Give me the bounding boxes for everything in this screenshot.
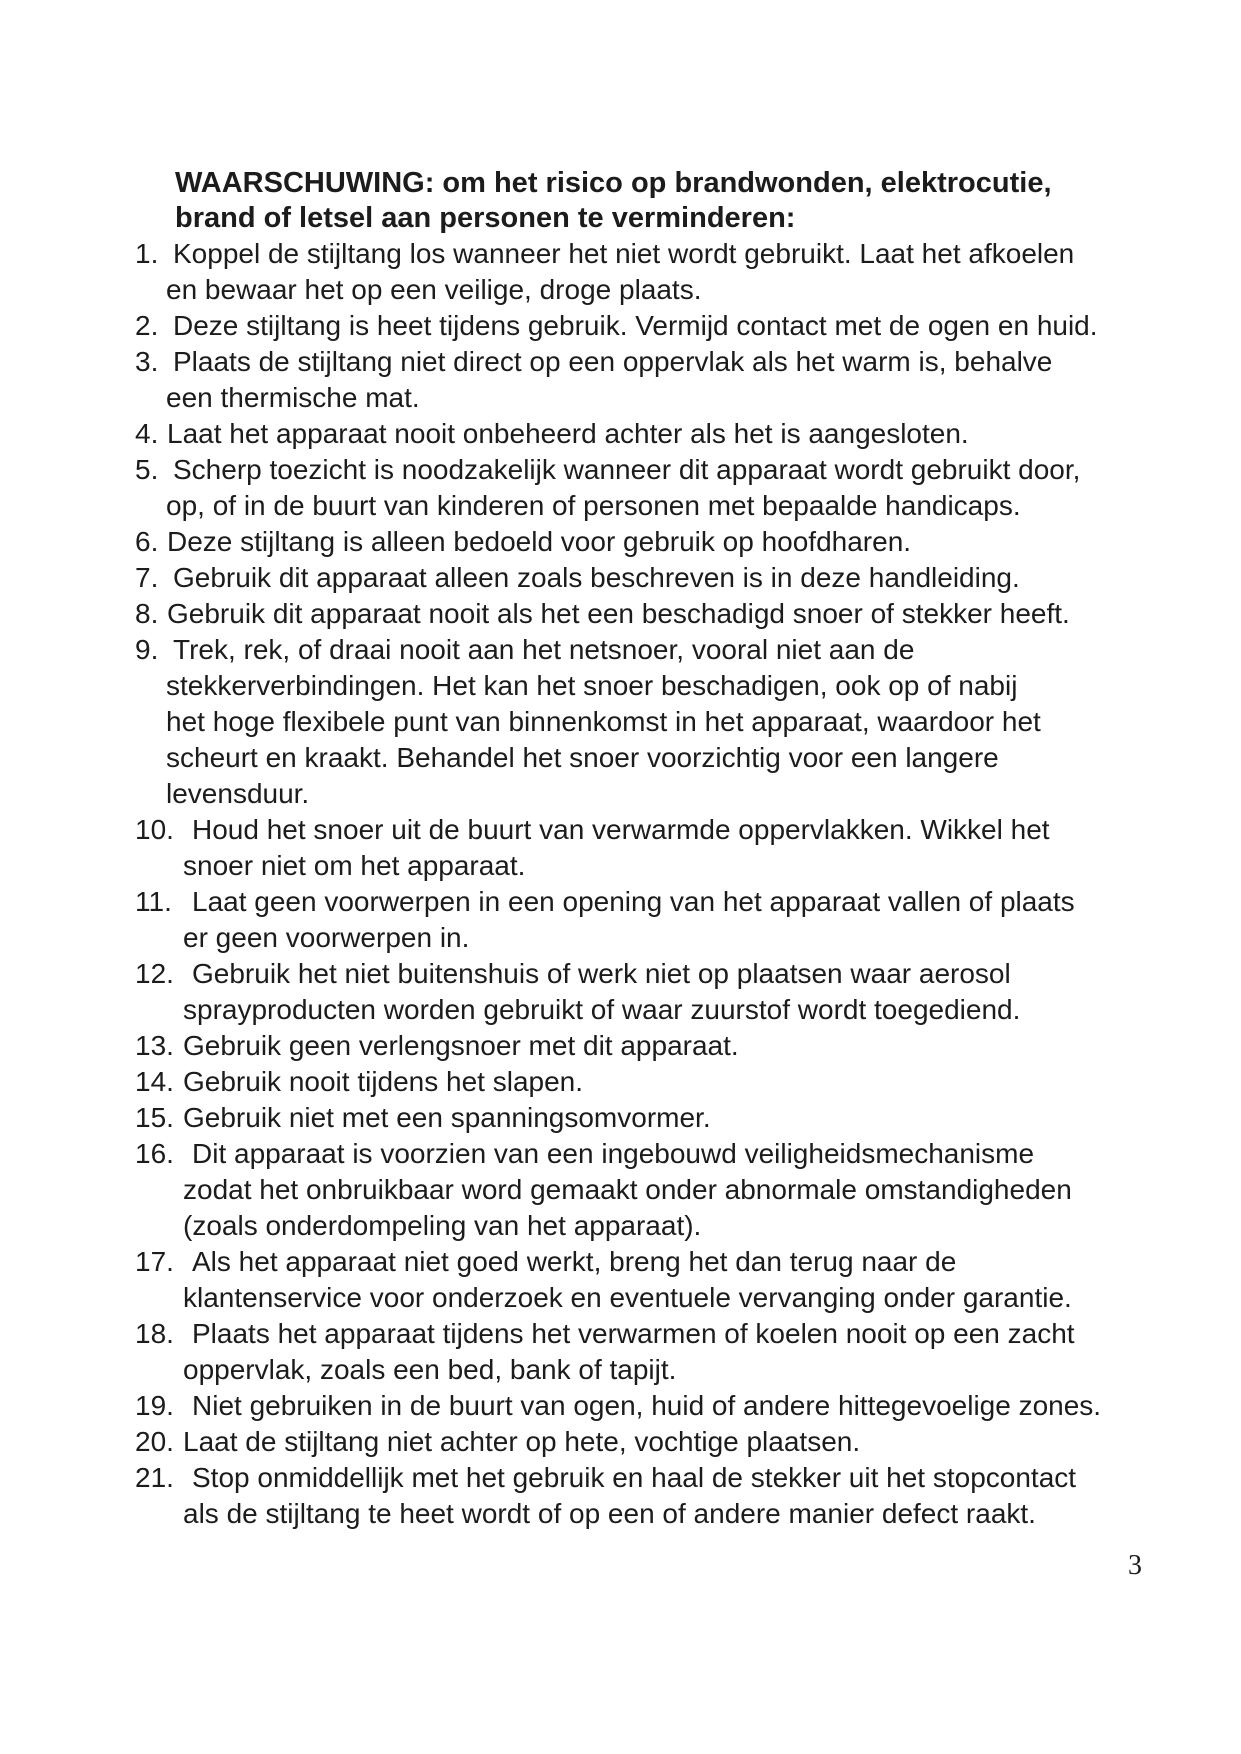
list-item-text-line: Gebruik het niet buitenshuis of werk niet op plaatsen waar aerosol xyxy=(192,958,1011,989)
warning-line-2: brand of letsel aan personen te verminderen: xyxy=(175,202,796,234)
warning-line-1: WAARSCHUWING: om het risico op brandwonden, elektrocutie, xyxy=(175,167,1052,199)
list-item-text-line: Deze stijltang is heet tijdens gebruik. Vermijd contact met de ogen en huid. xyxy=(173,310,1098,341)
list-item-text-line: oppervlak, zoals een bed, bank of tapijt. xyxy=(183,1354,677,1385)
list-item-number: 21. xyxy=(135,1462,174,1493)
list-item-number: 2. xyxy=(135,310,159,341)
page-number: 3 xyxy=(1128,1550,1142,1581)
list-item-text-line: (zoals onderdompeling van het apparaat). xyxy=(183,1210,702,1241)
list-item-text-line: Dit apparaat is voorzien van een ingebouwd veiligheidsmechanisme xyxy=(192,1138,1035,1169)
list-item-text-line: Als het apparaat niet goed werkt, breng het dan terug naar de xyxy=(192,1246,957,1277)
list-item-number: 3. xyxy=(135,346,159,377)
list-item-text-line: Houd het snoer uit de buurt van verwarmde oppervlakken. Wikkel het xyxy=(192,814,1050,845)
list-item-number: 19. xyxy=(135,1390,174,1421)
list-item-text-line: levensduur. xyxy=(166,778,310,809)
list-item-number: 11. xyxy=(135,886,172,917)
list-item-text-line: op, of in de buurt van kinderen of personen met bepaalde handicaps. xyxy=(166,490,1021,521)
list-item-number: 10. xyxy=(135,814,174,845)
list-item-text-line: Stop onmiddellijk met het gebruik en haal de stekker uit het stopcontact xyxy=(192,1462,1077,1493)
list-item-text-line: en bewaar het op een veilige, droge plaats. xyxy=(166,274,702,305)
list-item-number: 7. xyxy=(135,562,159,593)
list-item-text-line: zodat het onbruikbaar word gemaakt onder abnormale omstandigheden xyxy=(183,1174,1072,1205)
list-item-number: 15. xyxy=(135,1102,174,1133)
list-item-number: 16. xyxy=(135,1138,174,1169)
list-item-text-line: Deze stijltang is alleen bedoeld voor gebruik op hoofdharen. xyxy=(167,526,912,557)
list-item-text-line: er geen voorwerpen in. xyxy=(183,922,470,953)
list-item-text-line: Plaats het apparaat tijdens het verwarmen of koelen nooit op een zacht xyxy=(192,1318,1075,1349)
list-item-number: 13. xyxy=(135,1030,174,1061)
list-item-number: 17. xyxy=(135,1246,174,1277)
list-item-number: 18. xyxy=(135,1318,174,1349)
list-item-text-line: als de stijltang te heet wordt of op een of andere manier defect raakt. xyxy=(183,1498,1036,1529)
list-item-text-line: Koppel de stijltang los wanneer het niet wordt gebruikt. Laat het afkoelen xyxy=(173,238,1075,269)
list-item-text-line: Niet gebruiken in de buurt van ogen, huid of andere hittegevoelige zones. xyxy=(192,1390,1102,1421)
list-item-text-line: Plaats de stijltang niet direct op een oppervlak als het warm is, behalve xyxy=(173,346,1053,377)
list-item-text-line: Gebruik niet met een spanningsomvormer. xyxy=(183,1102,711,1133)
list-item-text-line: Gebruik nooit tijdens het slapen. xyxy=(183,1066,584,1097)
list-item-number: 5. xyxy=(135,454,159,485)
list-item-text-line: Trek, rek, of draai nooit aan het netsnoer, vooral niet aan de xyxy=(173,634,915,665)
list-item-text-line: Gebruik dit apparaat nooit als het een beschadigd snoer of stekker heeft. xyxy=(167,598,1070,629)
warning-heading xyxy=(175,166,1135,236)
list-item-number: 9. xyxy=(135,634,159,665)
list-item-number: 20. xyxy=(135,1426,174,1457)
list-item-text-line: Laat geen voorwerpen in een opening van het apparaat vallen of plaats xyxy=(192,886,1075,917)
list-item-text-line: een thermische mat. xyxy=(166,382,420,413)
list-item-text-line: sprayproducten worden gebruikt of waar zuurstof wordt toegediend. xyxy=(183,994,1021,1025)
list-item-number: 14. xyxy=(135,1066,174,1097)
list-item-text-line: Laat de stijltang niet achter op hete, vochtige plaatsen. xyxy=(183,1426,861,1457)
list-item-text-line: Laat het apparaat nooit onbeheerd achter als het is aangesloten. xyxy=(167,418,969,449)
list-item-number: 4. xyxy=(135,418,159,449)
list-item-text-line: snoer niet om het apparaat. xyxy=(183,850,526,881)
list-item-number: 8. xyxy=(135,598,159,629)
list-item-number: 6. xyxy=(135,526,159,557)
list-item-text-line: het hoge flexibele punt van binnenkomst in het apparaat, waardoor het xyxy=(166,706,1041,737)
list-item-text-line: scheurt en kraakt. Behandel het snoer voorzichtig voor een langere xyxy=(166,742,999,773)
list-item-text-line: Gebruik dit apparaat alleen zoals beschreven is in deze handleiding. xyxy=(173,562,1020,593)
list-item-text-line: stekkerverbindingen. Het kan het snoer beschadigen, ook op of nabij xyxy=(166,670,1018,701)
list-item-number: 1. xyxy=(135,238,159,269)
list-item-text-line: Scherp toezicht is noodzakelijk wanneer dit apparaat wordt gebruikt door, xyxy=(173,454,1081,485)
list-item-text-line: Gebruik geen verlengsnoer met dit apparaat. xyxy=(183,1030,739,1061)
list-item-number: 12. xyxy=(135,958,174,989)
list-item-text-line: klantenservice voor onderzoek en eventuele vervanging onder garantie. xyxy=(183,1282,1072,1313)
